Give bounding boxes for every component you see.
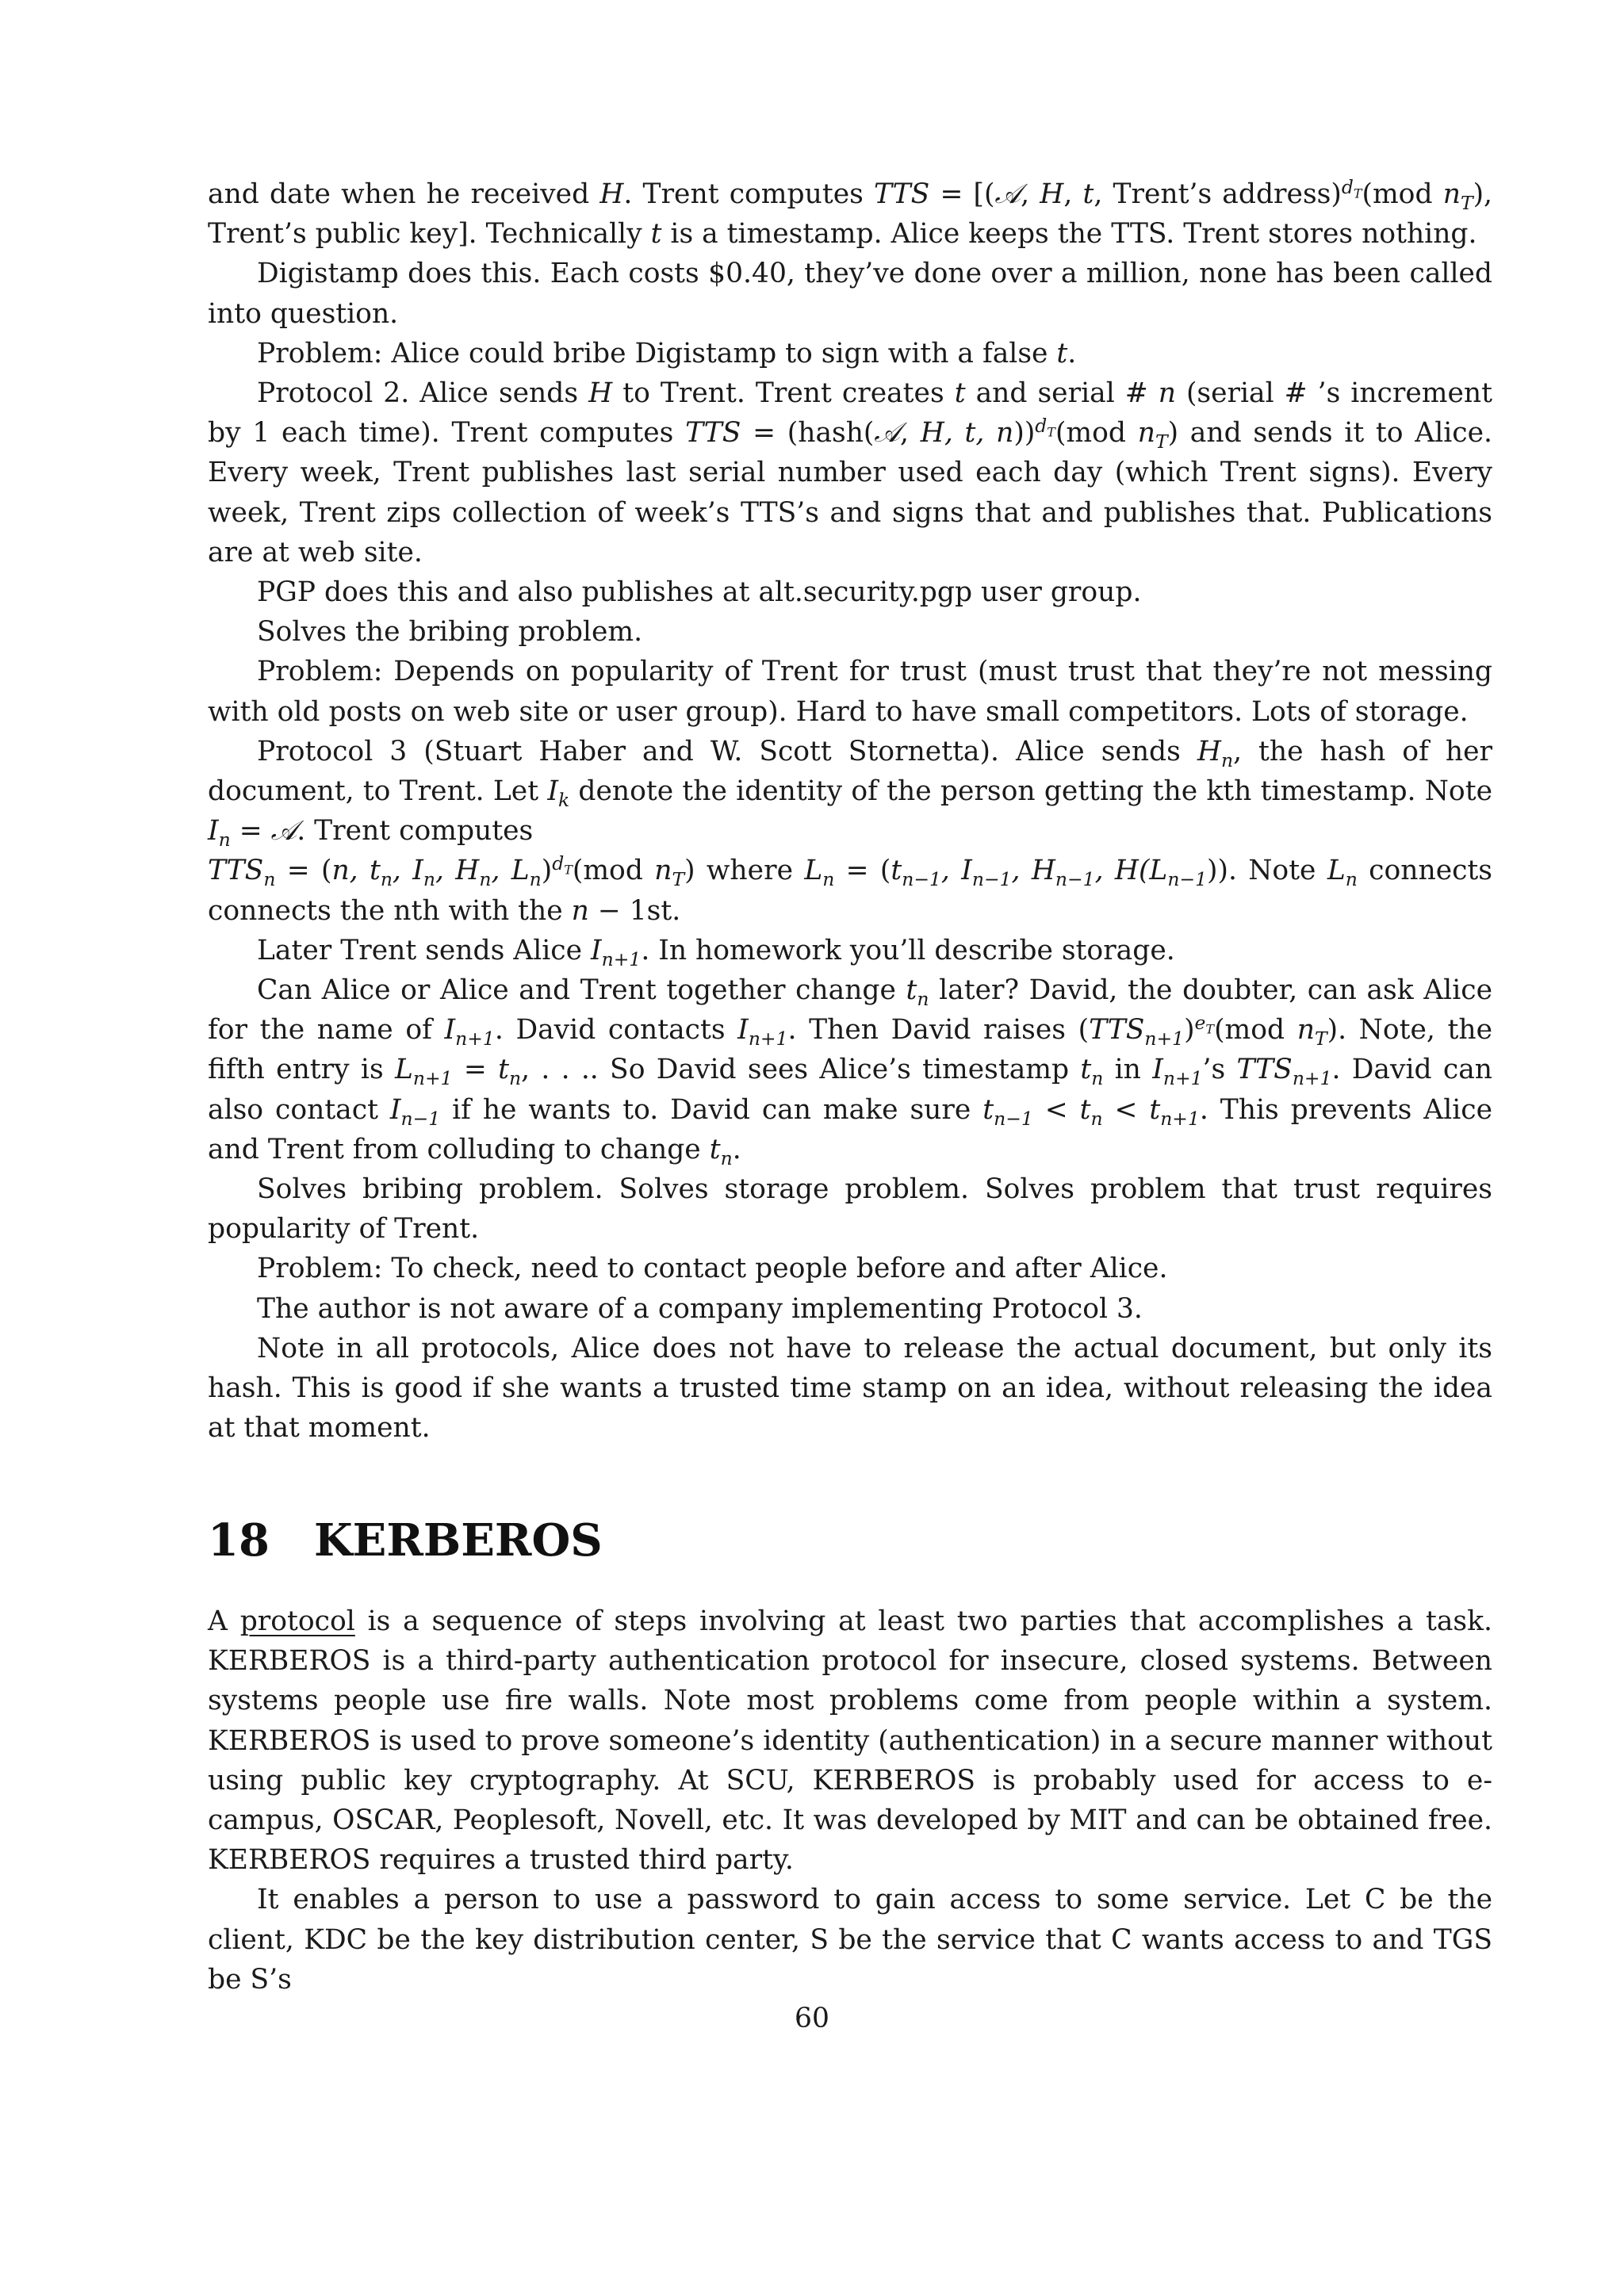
paragraph-later-trent: Later Trent sends Alice $I_{n+1}$. In homework you’ll describe storage. [257, 934, 1175, 970]
paragraph-digistamp: Digistamp does this. Each costs $0.40, they’ve done over a million, none has been called into question. [208, 258, 1492, 330]
paragraph-trent-computes: and date when he received H. Trent computes TTS = [(𝒜, H, t, Trent’s address)$^{d_T}$(mod $n_T$), Trent’s public key]. Technically t is a timestamp. Alice keeps the TTS. Trent stores nothing. [208, 175, 1493, 251]
paragraph-kerberos-password: It enables a person to use a password to gain access to some service. Let C be the client, KDC be the key distribution center, S be the service that C wants access to and TGS be S’s [208, 1884, 1492, 1996]
paragraph-david: Can Alice or Alice and Trent together change $t_n$ later? David, the doubter, can ask Alice for the name of $I_{n+1}$. David contacts $I_{n+1}$. Then David raises $(TTS_{n+1})^{e_T}(mod$ $n_T$). Note, the fifth entry is $L_{n+1} = t_n$, . . .. So David sees Alice’s timestamp $t_n$ in $I_{n+1}’s$ $TTS_{n+1}$. David can also contact $I_{n-1}$ if he wants to. David can make sure $t_{n-1} < t_n < t_{n+1}$. This prevents Alice and Trent from colluding to change $t_n$. [208, 974, 1493, 1169]
kerberos-text [208, 1601, 1492, 1999]
paragraph-problem-popularity: Problem: Depends on popularity of Trent for trust (must trust that they’re not messing with old posts on web site or user group). Hard to have small competitors. Lots of storage. [208, 656, 1492, 728]
body-text [208, 174, 1492, 1448]
paragraph-pgp: PGP does this and also publishes at alt.security.pgp user group. [257, 576, 1142, 609]
term-protocol: protocol [239, 1605, 355, 1637]
paragraph-solves-bribing: Solves the bribing problem. [257, 616, 643, 649]
paragraph-ttsn-formula: $TTS_n = (n$, $t_n$, $I_n$, $H_n$, $L_n)^{d_T}(mod$ $n_T$) where $L_n = (t_{n-1}$, $I_{n-1}$, $H_{n-1}$, $H(L_{n-1})$). Note $L_n$ connects connects the nth with the n − 1st. [208, 851, 1493, 927]
paragraph-protocol-2: Protocol 2. Alice sends H to Trent. Trent creates t and serial # n (serial # ’s increment by 1 each time). Trent computes TTS = (hash(𝒜, H, t, n))$^{d_T}$(mod $n_T$) and sends it to Alice. Every week, Trent publishes last serial number used each day (which Trent signs). Every week, Trent zips collection of week’s TTS’s and signs that and publishes that. Publications are at web site. [208, 377, 1492, 568]
section-title: KERBEROS [314, 1514, 603, 1567]
paragraph-note-all-protocols: Note in all protocols, Alice does not have to release the actual document, but only its hash. This is good if she wants a trusted time stamp on an idea, without releasing the idea at that moment. [208, 1332, 1492, 1445]
page-number: 60 [795, 2003, 829, 2034]
section-number: 18 [208, 1514, 270, 1567]
section-heading [208, 1513, 603, 1568]
paragraph-author-not-aware: The author is not aware of a company implementing Protocol 3. [257, 1292, 1143, 1325]
paragraph-protocol-definition: A protocol is a sequence of steps involving at least two parties that accomplishes a task. KERBEROS is a third-party authentication protocol for insecure, closed systems. Between systems people use fire walls. Note most problems come from people within a system. KERBEROS is used to prove someone’s identity (authentication) in a secure manner without using public key cryptography. At SCU, KERBEROS is probably used for access to e-campus, OSCAR, Peoplesoft, Novell, etc. It was developed by MIT and can be obtained free. KERBEROS requires a trusted third party. [208, 1605, 1492, 1877]
paragraph-protocol-3: Protocol 3 (Stuart Haber and W. Scott Stornetta). Alice sends $H_n$, the hash of her document, to Trent. Let $I_k$ denote the identity of the person getting the kth timestamp. Note $I_n$ = 𝒜. Trent computes [208, 735, 1492, 851]
paragraph-problem-check: Problem: To check, need to contact people before and after Alice. [257, 1253, 1168, 1285]
paragraph-solves-problems: Solves bribing problem. Solves storage problem. Solves problem that trust requires popularity of Trent. [208, 1173, 1492, 1246]
paragraph-problem-bribe: Problem: Alice could bribe Digistamp to sign with a false t. [257, 337, 1077, 369]
